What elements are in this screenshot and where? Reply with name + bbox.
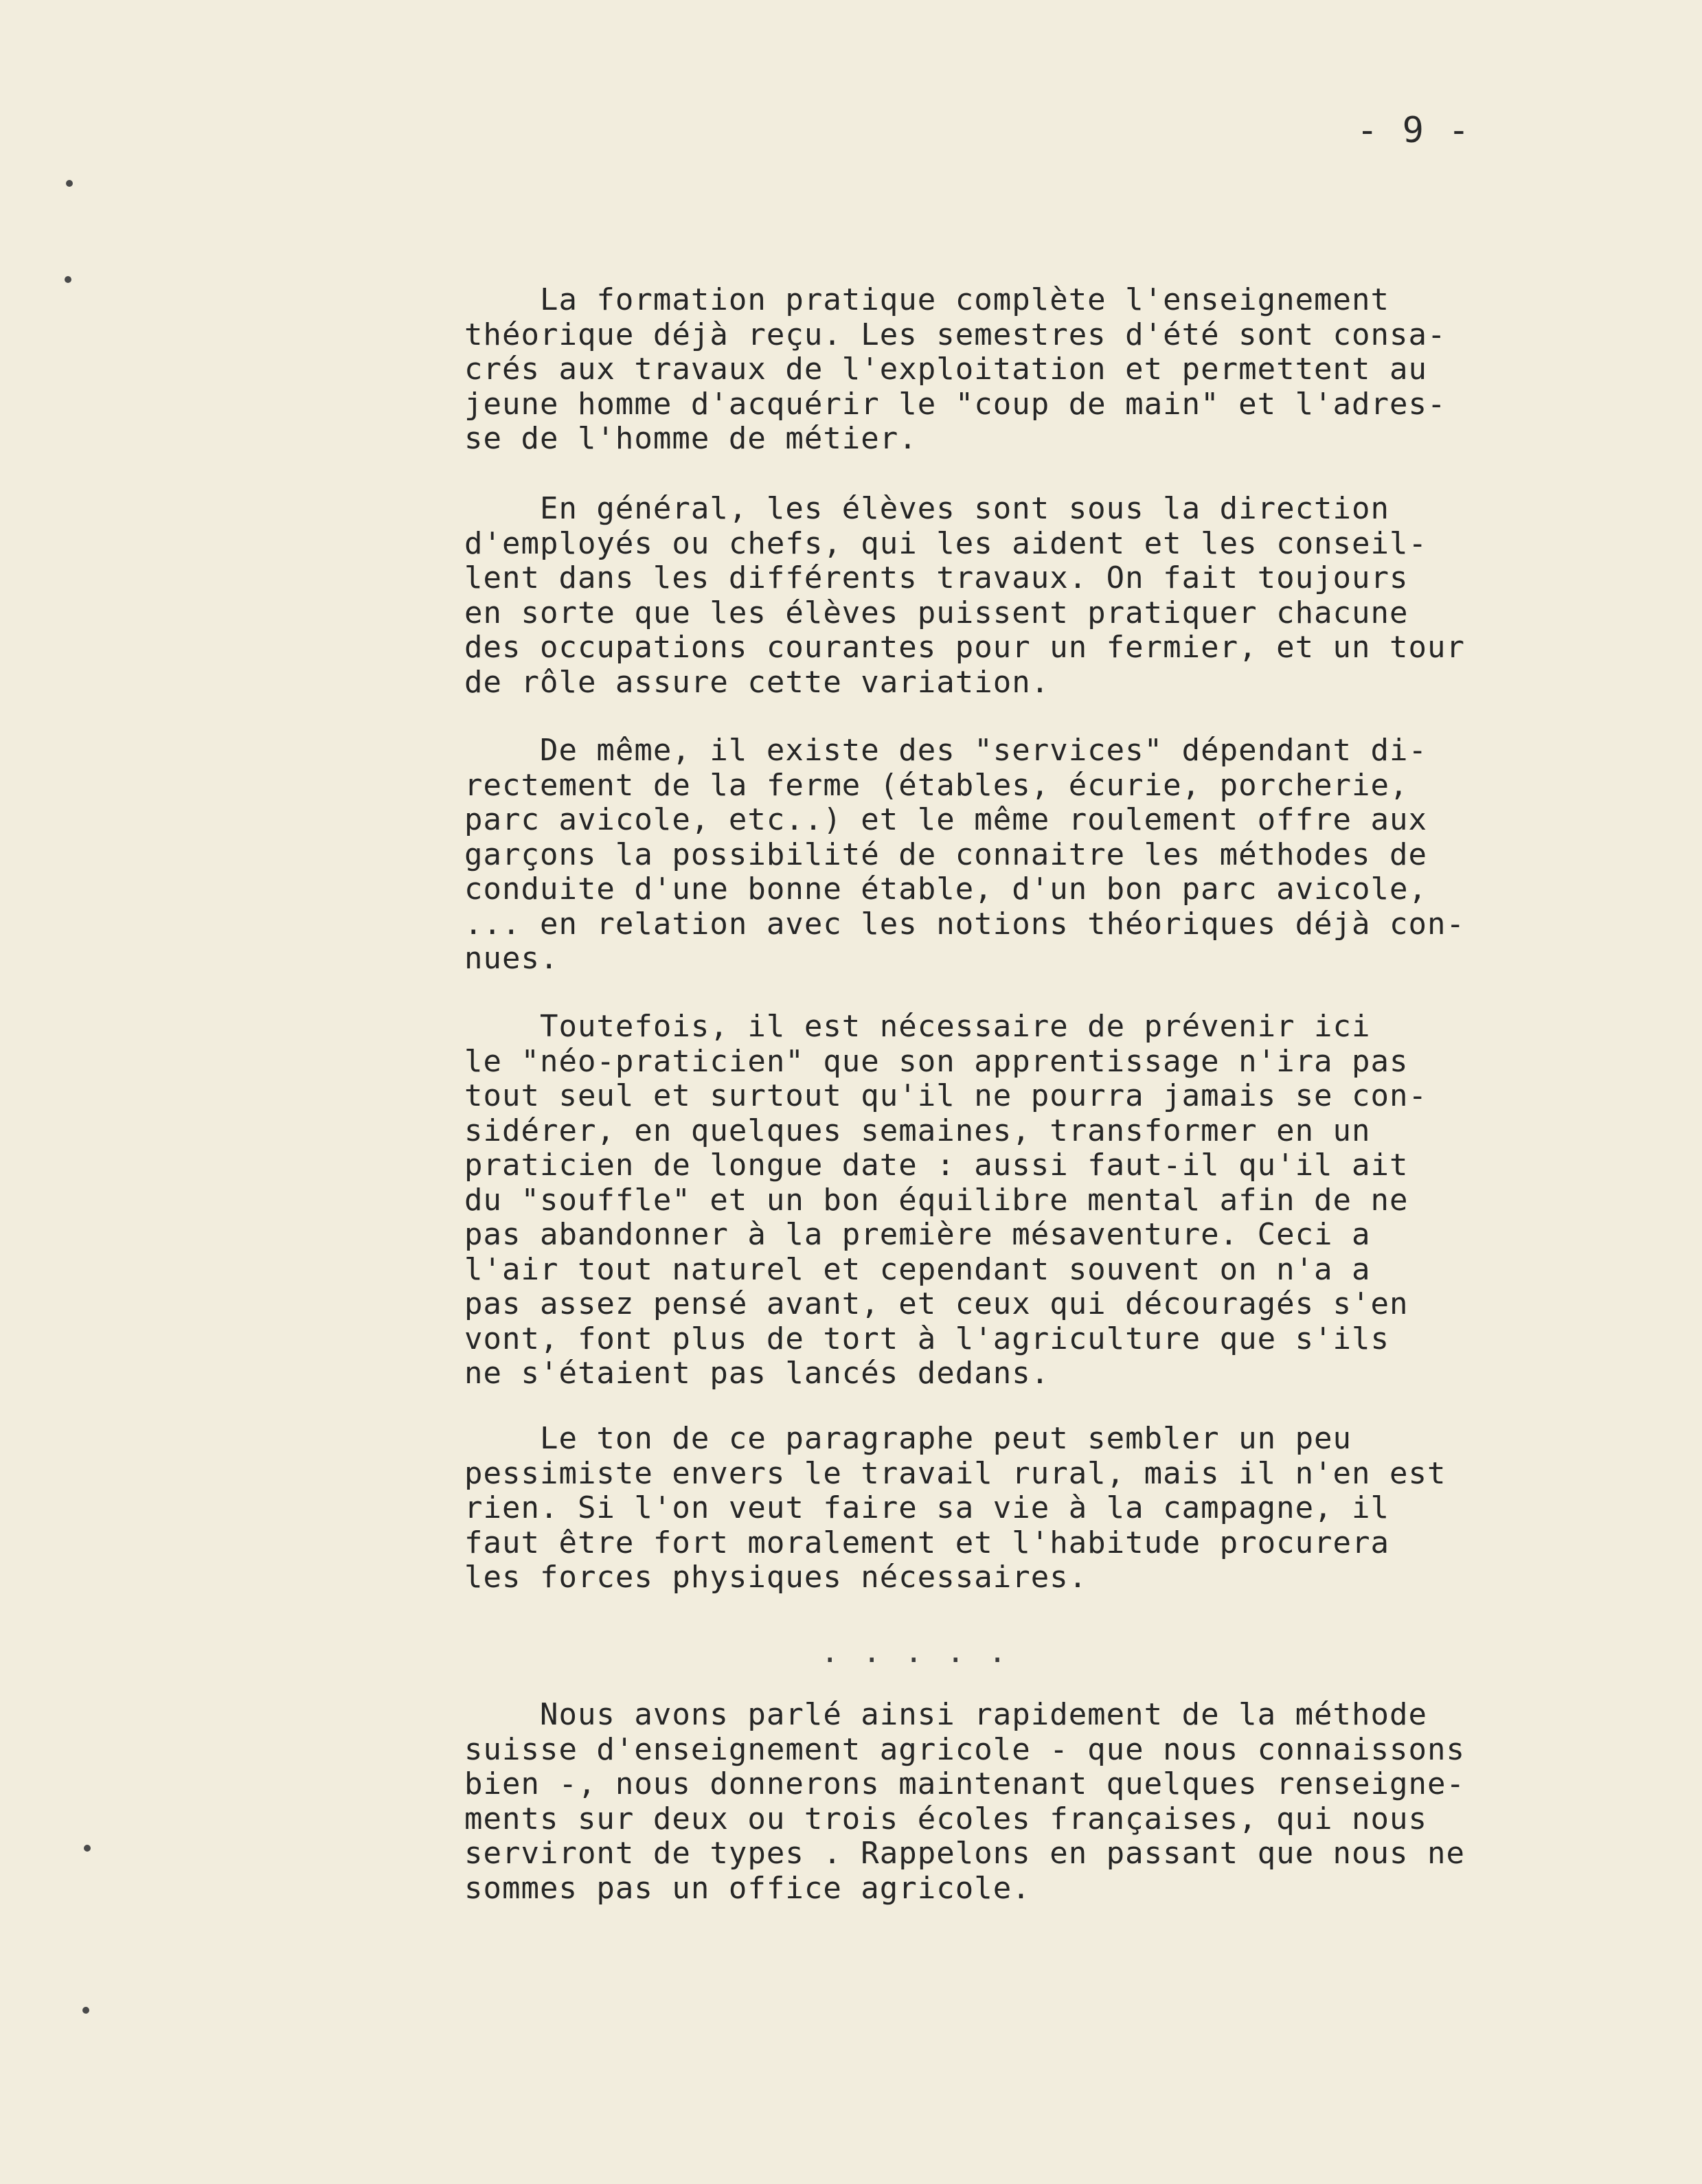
text-line: pas abandonner à la première mésaventure. Ceci a bbox=[464, 1217, 1371, 1252]
text-line: pas assez pensé avant, et ceux qui découragés s'en bbox=[464, 1286, 1409, 1321]
binder-hole-mark bbox=[84, 1845, 91, 1852]
section-separator: . . . . . bbox=[821, 1635, 1010, 1670]
binder-hole-mark bbox=[65, 276, 71, 283]
paragraph-services bbox=[464, 733, 1465, 977]
text-line: faut être fort moralement et l'habitude procurera bbox=[464, 1525, 1390, 1560]
text-line: théorique déjà reçu. Les semestres d'été sont consa- bbox=[464, 317, 1446, 352]
text-line: serviront de types . Rappelons en passant que nous ne bbox=[464, 1836, 1465, 1871]
binder-hole-mark bbox=[66, 180, 73, 187]
text-line: pessimiste envers le travail rural, mais il n'en est bbox=[464, 1455, 1446, 1491]
text-line: sidérer, en quelques semaines, transformer en un bbox=[464, 1113, 1371, 1148]
text-line: l'air tout naturel et cependant souvent on n'a a bbox=[464, 1251, 1371, 1287]
text-line: praticien de longue date : aussi faut-il qu'il ait bbox=[464, 1148, 1409, 1183]
text-line: garçons la possibilité de connaitre les méthodes de bbox=[464, 837, 1428, 872]
text-line: tout seul et surtout qu'il ne pourra jamais se con- bbox=[464, 1078, 1428, 1113]
text-line: jeune homme d'acquérir le "coup de main" et l'adres- bbox=[464, 386, 1446, 422]
text-line: vont, font plus de tort à l'agriculture que s'ils bbox=[464, 1321, 1390, 1356]
paragraph-tone bbox=[464, 1422, 1446, 1595]
text-line: Nous avons parlé ainsi rapidement de la méthode bbox=[464, 1697, 1428, 1732]
text-line: ne s'étaient pas lancés dedans. bbox=[464, 1356, 1050, 1391]
text-line: En général, les élèves sont sous la direction bbox=[464, 491, 1390, 526]
text-line: suisse d'enseignement agricole - que nous connaissons bbox=[464, 1731, 1465, 1767]
text-line: le "néo-praticien" que son apprentissage n'ira pas bbox=[464, 1043, 1409, 1079]
paragraph-supervision bbox=[464, 492, 1465, 700]
text-line: les forces physiques nécessaires. bbox=[464, 1560, 1088, 1595]
text-line: Le ton de ce paragraphe peut sembler un peu bbox=[464, 1421, 1352, 1456]
paragraph-practical-training bbox=[464, 283, 1446, 457]
text-line: De même, il existe des "services" dépendant di- bbox=[464, 733, 1428, 768]
text-line: nues. bbox=[464, 941, 559, 976]
binder-hole-mark bbox=[82, 2007, 89, 2014]
text-line: conduite d'une bonne étable, d'un bon parc avicole, bbox=[464, 872, 1428, 907]
text-line: se de l'homme de métier. bbox=[464, 421, 918, 456]
text-line: rien. Si l'on veut faire sa vie à la campagne, il bbox=[464, 1490, 1390, 1525]
text-line: parc avicole, etc..) et le même roulement offre aux bbox=[464, 802, 1428, 837]
text-line: sommes pas un office agricole. bbox=[464, 1870, 1031, 1906]
text-line: rectement de la ferme (étables, écurie, porcherie, bbox=[464, 767, 1409, 803]
paragraph-conclusion bbox=[464, 1698, 1465, 1906]
text-line: en sorte que les élèves puissent pratiquer chacune bbox=[464, 595, 1409, 630]
text-line: crés aux travaux de l'exploitation et permettent au bbox=[464, 352, 1428, 387]
text-line: La formation pratique complète l'enseignement bbox=[464, 282, 1390, 317]
text-line: Toutefois, il est nécessaire de prévenir ici bbox=[464, 1009, 1371, 1044]
text-line: bien -, nous donnerons maintenant quelques renseigne- bbox=[464, 1766, 1465, 1801]
text-line: d'employés ou chefs, qui les aident et les conseil- bbox=[464, 525, 1428, 561]
text-line: du "souffle" et un bon équilibre mental afin de ne bbox=[464, 1182, 1409, 1218]
page-number: - 9 - bbox=[1357, 110, 1471, 151]
text-line: ments sur deux ou trois écoles françaises, qui nous bbox=[464, 1801, 1428, 1836]
text-line: lent dans les différents travaux. On fait toujours bbox=[464, 560, 1409, 595]
text-line: de rôle assure cette variation. bbox=[464, 664, 1050, 700]
text-line: ... en relation avec les notions théoriques déjà con- bbox=[464, 906, 1465, 942]
paragraph-neo-praticien bbox=[464, 1010, 1427, 1391]
text-line: des occupations courantes pour un fermier, et un tour bbox=[464, 630, 1465, 665]
